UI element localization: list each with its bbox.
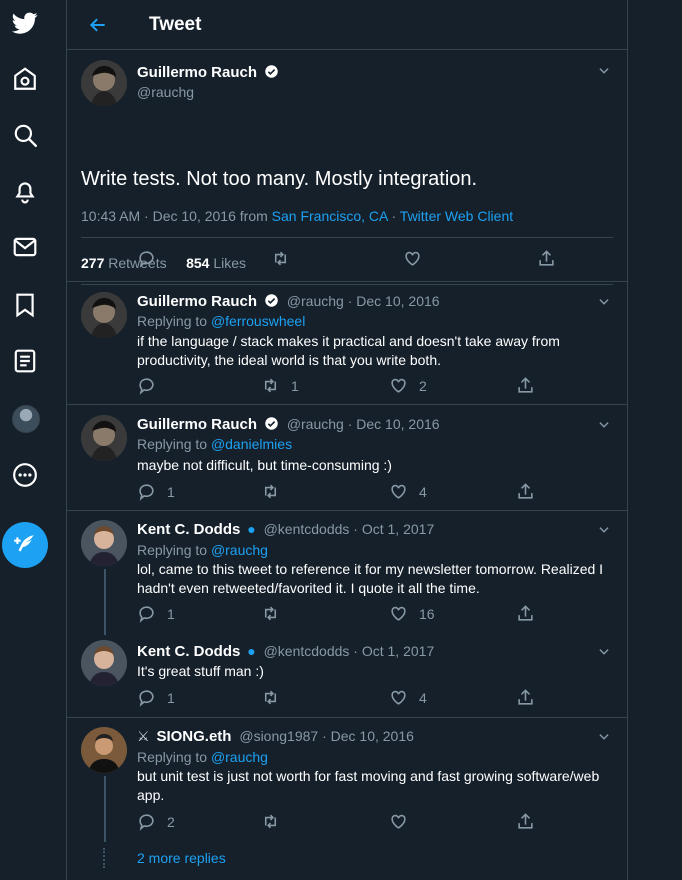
replying-to-label: Replying to xyxy=(137,436,211,452)
reply-author-name[interactable]: SIONG.eth xyxy=(156,728,232,745)
header xyxy=(67,0,627,50)
retweet-button[interactable] xyxy=(261,812,291,831)
reply-count: 2 xyxy=(167,813,175,830)
tweet-time[interactable]: 10:43 AM · Dec 10, 2016 from xyxy=(81,208,272,224)
heart-icon xyxy=(389,482,408,501)
retweet-icon xyxy=(261,688,280,707)
share-button[interactable] xyxy=(516,812,535,831)
replying-to-handle[interactable]: @ferrouswheel xyxy=(210,313,306,329)
swords-icon: ⚔ xyxy=(137,728,150,744)
share-button[interactable] xyxy=(516,376,535,395)
replying-to-handle[interactable]: @rauchg xyxy=(210,749,268,765)
reply-icon xyxy=(137,604,156,623)
like-button[interactable] xyxy=(389,604,435,623)
reply-author-name[interactable]: Guillermo Rauch xyxy=(137,293,258,310)
share-button[interactable] xyxy=(516,482,535,501)
author-name[interactable]: Guillermo Rauch xyxy=(137,64,258,81)
share-icon xyxy=(516,688,535,707)
compose-tweet-icon xyxy=(12,532,38,558)
verified-badge-icon xyxy=(264,293,279,308)
reply-meta[interactable]: @rauchg · Dec 10, 2016 xyxy=(286,293,440,309)
notifications-icon[interactable] xyxy=(8,174,42,208)
reply-header xyxy=(137,643,434,660)
like-count: 2 xyxy=(419,377,427,394)
replying-to-handle[interactable]: @danielmies xyxy=(210,436,293,452)
reply-icon xyxy=(137,482,156,501)
main-column xyxy=(66,0,628,880)
chevron-down-icon[interactable] xyxy=(597,295,611,309)
retweet-icon xyxy=(261,482,280,501)
heart-icon xyxy=(403,249,422,268)
avatar[interactable] xyxy=(81,415,127,461)
reply-icon xyxy=(137,376,156,395)
replying-to-label: Replying to xyxy=(137,313,211,329)
chevron-down-icon[interactable] xyxy=(597,523,611,537)
replying-to-handle[interactable]: @rauchg xyxy=(210,542,268,558)
meta-separator: · xyxy=(387,208,400,224)
page-title: Tweet xyxy=(149,13,202,35)
reply-thread xyxy=(67,511,627,718)
heart-icon xyxy=(389,688,408,707)
thread-line xyxy=(104,569,106,635)
main-tweet-actions-bar xyxy=(67,236,627,282)
reply-button[interactable] xyxy=(137,249,156,268)
like-count: 4 xyxy=(419,483,427,500)
reply-button[interactable] xyxy=(137,604,175,623)
like-button[interactable] xyxy=(403,249,422,268)
reply-button[interactable] xyxy=(137,688,175,707)
avatar[interactable] xyxy=(81,60,127,106)
reply-icon xyxy=(137,249,156,268)
search-icon[interactable] xyxy=(8,118,42,152)
retweet-button[interactable] xyxy=(261,376,299,395)
reply-tweet[interactable] xyxy=(67,282,627,405)
verified-badge-icon xyxy=(264,64,279,79)
verified-badge-icon xyxy=(264,416,279,431)
messages-icon[interactable] xyxy=(8,230,42,264)
thread-line xyxy=(104,776,106,842)
bookmarks-icon[interactable] xyxy=(8,288,42,322)
reply-author-name[interactable]: Kent C. Dodds xyxy=(137,643,241,660)
share-button[interactable] xyxy=(516,604,535,623)
reply-count: 1 xyxy=(167,483,175,500)
retweet-button[interactable] xyxy=(261,604,291,623)
chevron-down-icon[interactable] xyxy=(597,730,611,744)
twitter-logo-icon[interactable] xyxy=(8,6,42,40)
share-icon xyxy=(516,812,535,831)
share-icon xyxy=(516,482,535,501)
reply-count: 1 xyxy=(167,689,175,706)
avatar[interactable] xyxy=(81,640,127,686)
replying-to xyxy=(137,749,268,765)
retweet-button[interactable] xyxy=(261,688,291,707)
likes-label: Likes xyxy=(213,255,246,271)
like-button[interactable] xyxy=(389,812,419,831)
author-handle[interactable]: @rauchg xyxy=(137,84,195,100)
reply-icon xyxy=(137,812,156,831)
replying-to xyxy=(137,313,305,329)
retweets-label: Retweets xyxy=(108,255,167,271)
like-count: 16 xyxy=(419,605,435,622)
reply-meta[interactable]: @rauchg · Dec 10, 2016 xyxy=(286,416,440,432)
likes-count: 854 xyxy=(186,255,210,271)
share-icon xyxy=(537,249,556,268)
reply-text: if the language / stack makes it practical and doesn't take away from productivity, the ideal world is that you write both. xyxy=(137,333,560,368)
heart-icon xyxy=(389,604,408,623)
tweet-text: Write tests. Not too many. Mostly integration. xyxy=(81,168,478,190)
retweet-button[interactable] xyxy=(271,249,290,268)
replying-to-label: Replying to xyxy=(137,542,211,558)
lists-icon[interactable] xyxy=(8,344,42,378)
retweet-icon xyxy=(261,376,280,395)
chevron-down-icon[interactable] xyxy=(597,418,611,432)
reply-header xyxy=(137,416,440,433)
share-button[interactable] xyxy=(537,249,556,268)
avatar[interactable] xyxy=(81,292,127,338)
chevron-down-icon[interactable] xyxy=(597,645,611,659)
like-button[interactable] xyxy=(389,482,427,501)
like-button[interactable] xyxy=(389,688,427,707)
reply-header xyxy=(137,521,434,538)
reply-icon xyxy=(137,688,156,707)
back-arrow-icon xyxy=(88,15,108,35)
chevron-down-icon[interactable] xyxy=(597,64,611,78)
share-icon xyxy=(516,376,535,395)
tweet-location[interactable]: San Francisco, CA xyxy=(271,208,388,224)
retweet-count: 1 xyxy=(291,377,299,394)
home-icon[interactable] xyxy=(8,62,42,96)
reply-meta[interactable]: @kentcdodds · Oct 1, 2017 xyxy=(263,643,435,659)
retweet-icon xyxy=(261,812,280,831)
sidebar xyxy=(0,0,66,880)
reply-text: maybe not difficult, but time-consuming :) xyxy=(137,457,392,473)
author-name-row xyxy=(137,64,279,82)
thread-dots xyxy=(103,848,108,868)
cap-emoji-icon: ● xyxy=(247,643,256,659)
retweets-count: 277 xyxy=(81,255,105,271)
share-icon xyxy=(516,604,535,623)
reply-header xyxy=(137,293,440,310)
reply-text: but unit test is just not worth for fast moving and fast growing software/web app. xyxy=(137,768,600,803)
reply-text: It's great stuff man :) xyxy=(137,663,264,679)
reply-button[interactable] xyxy=(137,812,175,831)
reply-count: 1 xyxy=(167,605,175,622)
tweet-client[interactable]: Twitter Web Client xyxy=(399,208,514,224)
reply-header xyxy=(137,728,414,745)
retweet-icon xyxy=(261,604,280,623)
reply-button[interactable] xyxy=(137,376,167,395)
retweet-button[interactable] xyxy=(261,482,291,501)
heart-icon xyxy=(389,376,408,395)
profile-avatar[interactable] xyxy=(12,405,40,433)
cap-emoji-icon: ● xyxy=(247,521,256,537)
reply-author-name[interactable]: Guillermo Rauch xyxy=(137,416,258,433)
reply-meta[interactable]: @siong1987 · Dec 10, 2016 xyxy=(239,728,414,744)
like-button[interactable] xyxy=(389,376,427,395)
replying-to xyxy=(137,542,268,558)
like-count: 4 xyxy=(419,689,427,706)
reply-thread xyxy=(67,718,627,878)
reply-text: lol, came to this tweet to reference it for my newsletter tomorrow. Realized I hadn't even retweeted/favorited it. I quote it all the time. xyxy=(137,561,604,596)
compose-tweet-button[interactable] xyxy=(2,522,48,568)
reply-author-name[interactable]: Kent C. Dodds xyxy=(137,521,241,538)
retweet-icon xyxy=(271,249,290,268)
back-button[interactable] xyxy=(83,10,113,40)
avatar[interactable] xyxy=(81,727,127,773)
more-replies-link[interactable]: 2 more replies xyxy=(137,850,226,866)
heart-icon xyxy=(389,812,408,831)
reply-meta[interactable]: @kentcdodds · Oct 1, 2017 xyxy=(263,521,435,537)
avatar[interactable] xyxy=(81,520,127,566)
replying-to-label: Replying to xyxy=(137,749,211,765)
reply-button[interactable] xyxy=(137,482,175,501)
replying-to xyxy=(137,436,292,452)
share-button[interactable] xyxy=(516,688,535,707)
reply-tweet[interactable] xyxy=(67,405,627,511)
more-icon[interactable] xyxy=(8,458,42,492)
tweet-meta xyxy=(81,208,513,224)
